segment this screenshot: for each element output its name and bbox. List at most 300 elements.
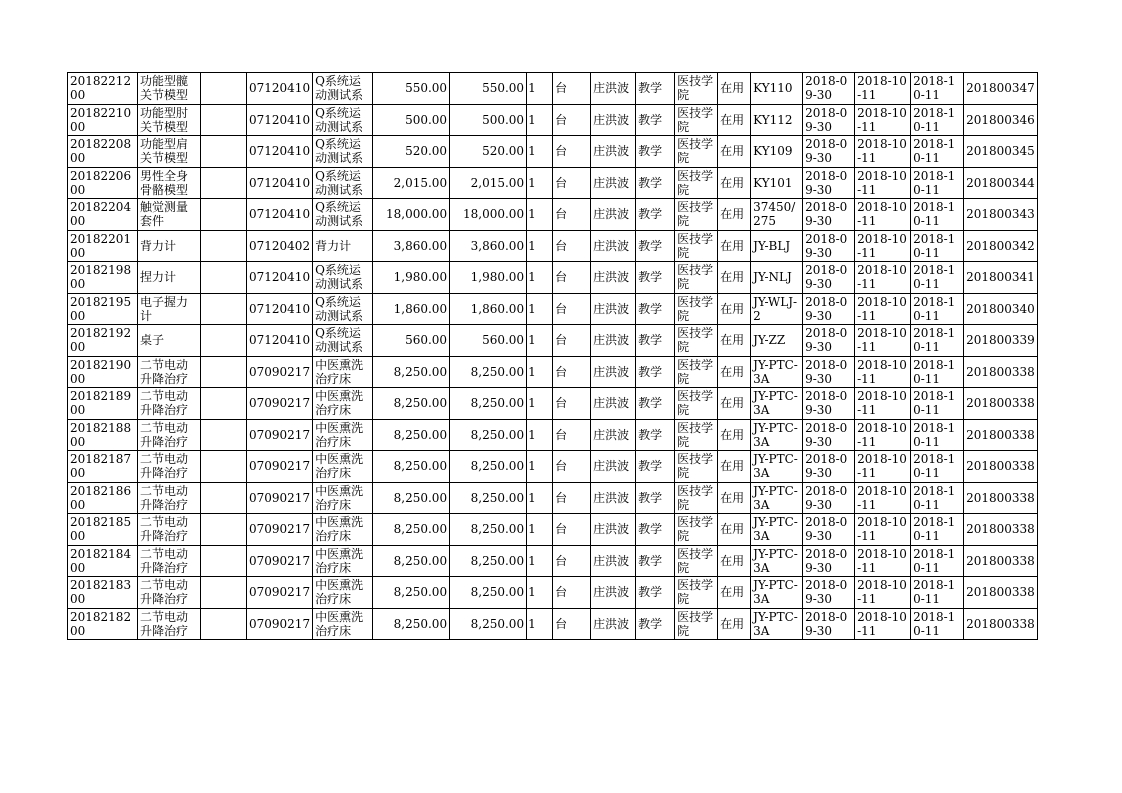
unit-cell: 台	[553, 230, 591, 262]
usage-cell: 教学	[636, 482, 675, 514]
model-cell: JY-PTC-3A	[751, 388, 803, 420]
asset-id-cell: 2018219200	[68, 325, 138, 357]
unit-cell: 台	[553, 199, 591, 231]
unit-cell: 台	[553, 167, 591, 199]
category-name-cell: 背力计	[313, 230, 373, 262]
custodian-cell: 庄洪波	[591, 104, 636, 136]
asset-name-cell: 功能型肩关节模型	[138, 136, 201, 168]
voucher-number-cell: 201800339	[964, 325, 1038, 357]
asset-table	[67, 72, 1038, 640]
custodian-cell: 庄洪波	[591, 136, 636, 168]
blank-cell	[201, 73, 247, 105]
quantity-cell: 1	[527, 230, 553, 262]
quantity-cell: 1	[527, 199, 553, 231]
asset-name-cell: 二节电动升降治疗	[138, 608, 201, 640]
category-name-cell: Q系统运动测试系	[313, 167, 373, 199]
quantity-cell: 1	[527, 419, 553, 451]
accounting-date-cell: 2018-10-11	[911, 545, 964, 577]
amount-cell: 8,250.00	[450, 608, 527, 640]
model-cell: JY-PTC-3A	[751, 514, 803, 546]
category-name-cell: 中医熏洗治疗床	[313, 388, 373, 420]
voucher-number-cell: 201800346	[964, 104, 1038, 136]
category-code-cell: 07120410	[247, 262, 313, 294]
status-cell: 在用	[718, 104, 751, 136]
unit-price-cell: 8,250.00	[373, 545, 450, 577]
asset-name-cell: 触觉测量套件	[138, 199, 201, 231]
model-cell: KY101	[751, 167, 803, 199]
unit-cell: 台	[553, 356, 591, 388]
quantity-cell: 1	[527, 136, 553, 168]
purchase-date-cell: 2018-09-30	[803, 104, 855, 136]
purchase-date-cell: 2018-09-30	[803, 293, 855, 325]
custodian-cell: 庄洪波	[591, 388, 636, 420]
status-cell: 在用	[718, 388, 751, 420]
table-row	[68, 230, 1038, 262]
category-code-cell: 07090217	[247, 577, 313, 609]
category-code-cell: 07120410	[247, 167, 313, 199]
status-cell: 在用	[718, 514, 751, 546]
table-row	[68, 545, 1038, 577]
purchase-date-cell: 2018-09-30	[803, 419, 855, 451]
purchase-date-cell: 2018-09-30	[803, 199, 855, 231]
purchase-date-cell: 2018-09-30	[803, 545, 855, 577]
status-cell: 在用	[718, 545, 751, 577]
category-code-cell: 07090217	[247, 419, 313, 451]
purchase-date-cell: 2018-09-30	[803, 230, 855, 262]
category-code-cell: 07120410	[247, 325, 313, 357]
blank-cell	[201, 230, 247, 262]
category-name-cell: Q系统运动测试系	[313, 104, 373, 136]
department-cell: 医技学院	[675, 514, 718, 546]
category-name-cell: 中医熏洗治疗床	[313, 545, 373, 577]
model-cell: JY-PTC-3A	[751, 419, 803, 451]
status-cell: 在用	[718, 419, 751, 451]
voucher-number-cell: 201800338	[964, 608, 1038, 640]
blank-cell	[201, 545, 247, 577]
amount-cell: 8,250.00	[450, 419, 527, 451]
model-cell: JY-WLJ-2	[751, 293, 803, 325]
entry-date-cell: 2018-10-11	[855, 482, 911, 514]
table-row	[68, 199, 1038, 231]
asset-id-cell: 2018218800	[68, 419, 138, 451]
asset-id-cell: 2018218200	[68, 608, 138, 640]
asset-id-cell: 2018218700	[68, 451, 138, 483]
department-cell: 医技学院	[675, 293, 718, 325]
category-code-cell: 07090217	[247, 356, 313, 388]
department-cell: 医技学院	[675, 325, 718, 357]
category-name-cell: 中医熏洗治疗床	[313, 577, 373, 609]
unit-price-cell: 8,250.00	[373, 482, 450, 514]
voucher-number-cell: 201800343	[964, 199, 1038, 231]
blank-cell	[201, 262, 247, 294]
model-cell: KY110	[751, 73, 803, 105]
status-cell: 在用	[718, 356, 751, 388]
unit-price-cell: 8,250.00	[373, 388, 450, 420]
department-cell: 医技学院	[675, 388, 718, 420]
voucher-number-cell: 201800338	[964, 419, 1038, 451]
department-cell: 医技学院	[675, 419, 718, 451]
custodian-cell: 庄洪波	[591, 230, 636, 262]
model-cell: JY-PTC-3A	[751, 577, 803, 609]
unit-price-cell: 1,860.00	[373, 293, 450, 325]
entry-date-cell: 2018-10-11	[855, 230, 911, 262]
category-name-cell: Q系统运动测试系	[313, 293, 373, 325]
purchase-date-cell: 2018-09-30	[803, 262, 855, 294]
model-cell: JY-PTC-3A	[751, 451, 803, 483]
amount-cell: 1,980.00	[450, 262, 527, 294]
unit-price-cell: 8,250.00	[373, 514, 450, 546]
blank-cell	[201, 577, 247, 609]
blank-cell	[201, 325, 247, 357]
entry-date-cell: 2018-10-11	[855, 325, 911, 357]
custodian-cell: 庄洪波	[591, 482, 636, 514]
voucher-number-cell: 201800338	[964, 577, 1038, 609]
purchase-date-cell: 2018-09-30	[803, 482, 855, 514]
department-cell: 医技学院	[675, 451, 718, 483]
custodian-cell: 庄洪波	[591, 325, 636, 357]
asset-id-cell: 2018219500	[68, 293, 138, 325]
amount-cell: 8,250.00	[450, 514, 527, 546]
entry-date-cell: 2018-10-11	[855, 262, 911, 294]
category-name-cell: 中医熏洗治疗床	[313, 514, 373, 546]
entry-date-cell: 2018-10-11	[855, 419, 911, 451]
usage-cell: 教学	[636, 388, 675, 420]
asset-name-cell: 桌子	[138, 325, 201, 357]
quantity-cell: 1	[527, 167, 553, 199]
unit-price-cell: 550.00	[373, 73, 450, 105]
category-name-cell: 中医熏洗治疗床	[313, 451, 373, 483]
department-cell: 医技学院	[675, 230, 718, 262]
blank-cell	[201, 482, 247, 514]
accounting-date-cell: 2018-10-11	[911, 325, 964, 357]
usage-cell: 教学	[636, 545, 675, 577]
category-name-cell: 中医熏洗治疗床	[313, 419, 373, 451]
accounting-date-cell: 2018-10-11	[911, 356, 964, 388]
unit-cell: 台	[553, 262, 591, 294]
status-cell: 在用	[718, 608, 751, 640]
model-cell: JY-NLJ	[751, 262, 803, 294]
usage-cell: 教学	[636, 451, 675, 483]
blank-cell	[201, 356, 247, 388]
custodian-cell: 庄洪波	[591, 577, 636, 609]
model-cell: JY-PTC-3A	[751, 356, 803, 388]
category-code-cell: 07120410	[247, 73, 313, 105]
blank-cell	[201, 608, 247, 640]
purchase-date-cell: 2018-09-30	[803, 608, 855, 640]
table-row	[68, 608, 1038, 640]
accounting-date-cell: 2018-10-11	[911, 514, 964, 546]
unit-cell: 台	[553, 104, 591, 136]
asset-name-cell: 二节电动升降治疗	[138, 451, 201, 483]
voucher-number-cell: 201800345	[964, 136, 1038, 168]
usage-cell: 教学	[636, 419, 675, 451]
department-cell: 医技学院	[675, 167, 718, 199]
category-code-cell: 07090217	[247, 482, 313, 514]
unit-price-cell: 8,250.00	[373, 356, 450, 388]
asset-id-cell: 2018219800	[68, 262, 138, 294]
model-cell: KY109	[751, 136, 803, 168]
entry-date-cell: 2018-10-11	[855, 104, 911, 136]
amount-cell: 8,250.00	[450, 356, 527, 388]
quantity-cell: 1	[527, 73, 553, 105]
department-cell: 医技学院	[675, 199, 718, 231]
accounting-date-cell: 2018-10-11	[911, 230, 964, 262]
unit-price-cell: 500.00	[373, 104, 450, 136]
category-code-cell: 07090217	[247, 545, 313, 577]
custodian-cell: 庄洪波	[591, 167, 636, 199]
table-row	[68, 356, 1038, 388]
department-cell: 医技学院	[675, 262, 718, 294]
unit-cell: 台	[553, 73, 591, 105]
entry-date-cell: 2018-10-11	[855, 73, 911, 105]
purchase-date-cell: 2018-09-30	[803, 167, 855, 199]
category-code-cell: 07120402	[247, 230, 313, 262]
quantity-cell: 1	[527, 325, 553, 357]
accounting-date-cell: 2018-10-11	[911, 577, 964, 609]
quantity-cell: 1	[527, 608, 553, 640]
asset-name-cell: 男性全身骨骼模型	[138, 167, 201, 199]
blank-cell	[201, 136, 247, 168]
voucher-number-cell: 201800347	[964, 73, 1038, 105]
table-row	[68, 136, 1038, 168]
usage-cell: 教学	[636, 73, 675, 105]
quantity-cell: 1	[527, 356, 553, 388]
status-cell: 在用	[718, 293, 751, 325]
asset-id-cell: 2018221000	[68, 104, 138, 136]
entry-date-cell: 2018-10-11	[855, 293, 911, 325]
amount-cell: 8,250.00	[450, 388, 527, 420]
category-code-cell: 07120410	[247, 293, 313, 325]
usage-cell: 教学	[636, 104, 675, 136]
accounting-date-cell: 2018-10-11	[911, 167, 964, 199]
asset-id-cell: 2018221200	[68, 73, 138, 105]
voucher-number-cell: 201800341	[964, 262, 1038, 294]
table-row	[68, 262, 1038, 294]
voucher-number-cell: 201800338	[964, 545, 1038, 577]
voucher-number-cell: 201800338	[964, 451, 1038, 483]
status-cell: 在用	[718, 451, 751, 483]
entry-date-cell: 2018-10-11	[855, 514, 911, 546]
custodian-cell: 庄洪波	[591, 73, 636, 105]
accounting-date-cell: 2018-10-11	[911, 199, 964, 231]
entry-date-cell: 2018-10-11	[855, 136, 911, 168]
asset-name-cell: 二节电动升降治疗	[138, 514, 201, 546]
category-name-cell: Q系统运动测试系	[313, 262, 373, 294]
asset-name-cell: 二节电动升降治疗	[138, 545, 201, 577]
department-cell: 医技学院	[675, 482, 718, 514]
accounting-date-cell: 2018-10-11	[911, 136, 964, 168]
usage-cell: 教学	[636, 230, 675, 262]
asset-name-cell: 功能型肘关节模型	[138, 104, 201, 136]
unit-price-cell: 8,250.00	[373, 608, 450, 640]
blank-cell	[201, 293, 247, 325]
table-row	[68, 514, 1038, 546]
asset-name-cell: 捏力计	[138, 262, 201, 294]
custodian-cell: 庄洪波	[591, 545, 636, 577]
unit-price-cell: 8,250.00	[373, 451, 450, 483]
asset-id-cell: 2018219000	[68, 356, 138, 388]
status-cell: 在用	[718, 136, 751, 168]
quantity-cell: 1	[527, 514, 553, 546]
table-row	[68, 388, 1038, 420]
model-cell: JY-PTC-3A	[751, 608, 803, 640]
voucher-number-cell: 201800344	[964, 167, 1038, 199]
status-cell: 在用	[718, 199, 751, 231]
asset-id-cell: 2018220800	[68, 136, 138, 168]
status-cell: 在用	[718, 577, 751, 609]
quantity-cell: 1	[527, 545, 553, 577]
amount-cell: 18,000.00	[450, 199, 527, 231]
purchase-date-cell: 2018-09-30	[803, 451, 855, 483]
quantity-cell: 1	[527, 388, 553, 420]
table-row	[68, 577, 1038, 609]
usage-cell: 教学	[636, 514, 675, 546]
usage-cell: 教学	[636, 608, 675, 640]
unit-cell: 台	[553, 388, 591, 420]
category-name-cell: 中医熏洗治疗床	[313, 608, 373, 640]
custodian-cell: 庄洪波	[591, 262, 636, 294]
amount-cell: 560.00	[450, 325, 527, 357]
department-cell: 医技学院	[675, 545, 718, 577]
unit-price-cell: 8,250.00	[373, 577, 450, 609]
unit-price-cell: 18,000.00	[373, 199, 450, 231]
blank-cell	[201, 388, 247, 420]
amount-cell: 8,250.00	[450, 577, 527, 609]
usage-cell: 教学	[636, 167, 675, 199]
accounting-date-cell: 2018-10-11	[911, 451, 964, 483]
blank-cell	[201, 514, 247, 546]
table-row	[68, 293, 1038, 325]
unit-cell: 台	[553, 419, 591, 451]
department-cell: 医技学院	[675, 136, 718, 168]
blank-cell	[201, 419, 247, 451]
model-cell: 37450/275	[751, 199, 803, 231]
asset-name-cell: 二节电动升降治疗	[138, 482, 201, 514]
voucher-number-cell: 201800338	[964, 482, 1038, 514]
asset-id-cell: 2018220100	[68, 230, 138, 262]
voucher-number-cell: 201800338	[964, 356, 1038, 388]
accounting-date-cell: 2018-10-11	[911, 104, 964, 136]
accounting-date-cell: 2018-10-11	[911, 482, 964, 514]
blank-cell	[201, 451, 247, 483]
usage-cell: 教学	[636, 136, 675, 168]
department-cell: 医技学院	[675, 608, 718, 640]
asset-name-cell: 功能型髋关节模型	[138, 73, 201, 105]
category-name-cell: Q系统运动测试系	[313, 73, 373, 105]
model-cell: JY-ZZ	[751, 325, 803, 357]
usage-cell: 教学	[636, 577, 675, 609]
accounting-date-cell: 2018-10-11	[911, 608, 964, 640]
department-cell: 医技学院	[675, 73, 718, 105]
amount-cell: 550.00	[450, 73, 527, 105]
unit-cell: 台	[553, 577, 591, 609]
amount-cell: 8,250.00	[450, 482, 527, 514]
usage-cell: 教学	[636, 293, 675, 325]
asset-name-cell: 二节电动升降治疗	[138, 419, 201, 451]
voucher-number-cell: 201800342	[964, 230, 1038, 262]
unit-price-cell: 1,980.00	[373, 262, 450, 294]
table-row	[68, 451, 1038, 483]
voucher-number-cell: 201800338	[964, 388, 1038, 420]
amount-cell: 520.00	[450, 136, 527, 168]
quantity-cell: 1	[527, 262, 553, 294]
unit-price-cell: 8,250.00	[373, 419, 450, 451]
purchase-date-cell: 2018-09-30	[803, 73, 855, 105]
asset-id-cell: 2018218300	[68, 577, 138, 609]
category-code-cell: 07090217	[247, 451, 313, 483]
category-code-cell: 07090217	[247, 514, 313, 546]
amount-cell: 8,250.00	[450, 451, 527, 483]
usage-cell: 教学	[636, 199, 675, 231]
usage-cell: 教学	[636, 325, 675, 357]
asset-name-cell: 二节电动升降治疗	[138, 356, 201, 388]
voucher-number-cell: 201800338	[964, 514, 1038, 546]
purchase-date-cell: 2018-09-30	[803, 136, 855, 168]
custodian-cell: 庄洪波	[591, 451, 636, 483]
category-name-cell: Q系统运动测试系	[313, 136, 373, 168]
entry-date-cell: 2018-10-11	[855, 199, 911, 231]
asset-id-cell: 2018218600	[68, 482, 138, 514]
entry-date-cell: 2018-10-11	[855, 545, 911, 577]
unit-price-cell: 520.00	[373, 136, 450, 168]
table-body	[68, 73, 1038, 640]
asset-id-cell: 2018218900	[68, 388, 138, 420]
table-row	[68, 73, 1038, 105]
custodian-cell: 庄洪波	[591, 608, 636, 640]
entry-date-cell: 2018-10-11	[855, 388, 911, 420]
category-code-cell: 07090217	[247, 608, 313, 640]
category-code-cell: 07120410	[247, 199, 313, 231]
status-cell: 在用	[718, 230, 751, 262]
asset-name-cell: 二节电动升降治疗	[138, 388, 201, 420]
accounting-date-cell: 2018-10-11	[911, 262, 964, 294]
category-name-cell: Q系统运动测试系	[313, 325, 373, 357]
quantity-cell: 1	[527, 104, 553, 136]
asset-id-cell: 2018218400	[68, 545, 138, 577]
purchase-date-cell: 2018-09-30	[803, 514, 855, 546]
category-code-cell: 07120410	[247, 104, 313, 136]
unit-cell: 台	[553, 514, 591, 546]
table-row	[68, 104, 1038, 136]
status-cell: 在用	[718, 167, 751, 199]
category-name-cell: 中医熏洗治疗床	[313, 356, 373, 388]
accounting-date-cell: 2018-10-11	[911, 388, 964, 420]
quantity-cell: 1	[527, 451, 553, 483]
table-row	[68, 325, 1038, 357]
category-name-cell: Q系统运动测试系	[313, 199, 373, 231]
model-cell: KY112	[751, 104, 803, 136]
usage-cell: 教学	[636, 356, 675, 388]
asset-id-cell: 2018218500	[68, 514, 138, 546]
custodian-cell: 庄洪波	[591, 419, 636, 451]
model-cell: JY-PTC-3A	[751, 482, 803, 514]
table-row	[68, 482, 1038, 514]
unit-cell: 台	[553, 451, 591, 483]
unit-cell: 台	[553, 325, 591, 357]
blank-cell	[201, 167, 247, 199]
category-name-cell: 中医熏洗治疗床	[313, 482, 373, 514]
model-cell: JY-BLJ	[751, 230, 803, 262]
quantity-cell: 1	[527, 293, 553, 325]
quantity-cell: 1	[527, 482, 553, 514]
purchase-date-cell: 2018-09-30	[803, 325, 855, 357]
status-cell: 在用	[718, 73, 751, 105]
blank-cell	[201, 199, 247, 231]
unit-price-cell: 2,015.00	[373, 167, 450, 199]
amount-cell: 3,860.00	[450, 230, 527, 262]
entry-date-cell: 2018-10-11	[855, 577, 911, 609]
status-cell: 在用	[718, 482, 751, 514]
